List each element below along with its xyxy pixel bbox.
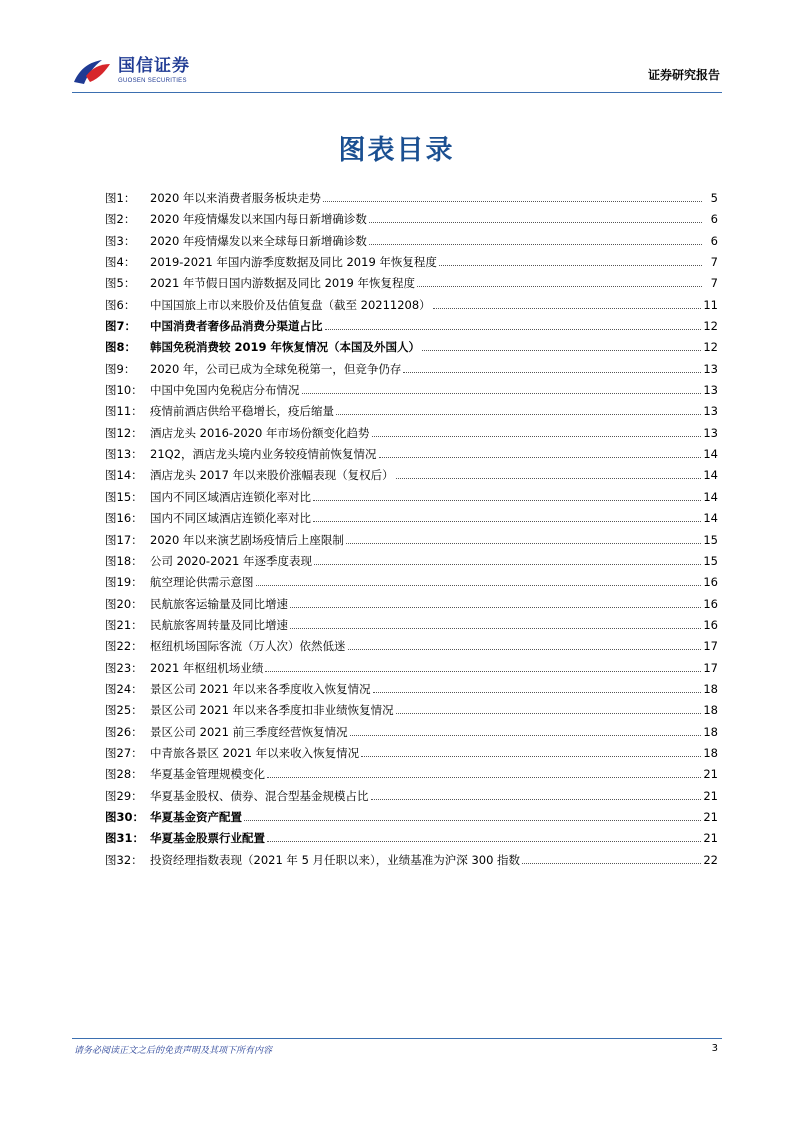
toc-entry[interactable] [105, 764, 718, 785]
page-footer [72, 1038, 722, 1059]
toc-dot-leader [396, 713, 702, 714]
toc-entry-label: 图3： [105, 233, 136, 248]
toc-dot-leader [369, 222, 702, 223]
toc-entry-label: 图27： [105, 745, 143, 760]
toc-entry-page: 21 [703, 831, 718, 846]
toc-entry-label: 图7： [105, 319, 137, 334]
page-title: 图表目录 [338, 135, 455, 166]
toc-entry-label: 图29： [105, 788, 143, 803]
toc-entry[interactable] [105, 380, 718, 401]
toc-entry-page: 11 [703, 297, 718, 312]
toc-entry-label: 图11： [105, 404, 143, 419]
toc-entry[interactable] [105, 401, 718, 422]
toc-entry-title: 2021 年节假日国内游数据及同比 2019 年恢复程度 [150, 276, 415, 291]
toc-entry-label: 图13： [105, 447, 143, 462]
toc-entry[interactable] [105, 444, 718, 465]
toc-entry-page: 15 [703, 553, 718, 568]
toc-entry-title: 中青旅各景区 2021 年以来收入恢复情况 [150, 745, 360, 760]
toc-entry-title: 投资经理指数表现（2021 年 5 月任职以来），业绩基准为沪深 300 指数 [150, 852, 521, 867]
toc-entry-label: 图26： [105, 724, 143, 739]
toc-entry-label: 图21： [105, 617, 143, 632]
toc-entry[interactable] [105, 337, 718, 358]
toc-dot-leader [350, 735, 702, 736]
toc-entry[interactable] [105, 743, 718, 764]
toc-dot-leader [290, 607, 701, 608]
toc-entry-label: 图23： [105, 660, 143, 675]
toc-entry[interactable] [105, 231, 718, 252]
toc-entry-page: 21 [703, 809, 718, 824]
toc-entry[interactable] [105, 508, 718, 529]
toc-entry-title: 枢纽机场国际客流（万人次）依然低迷 [150, 639, 346, 654]
toc-dot-leader [433, 308, 702, 309]
toc-entry-label: 图1： [105, 191, 136, 205]
toc-entry-label: 图10： [105, 383, 143, 398]
toc-entry-label: 图16： [105, 511, 143, 526]
toc-entry-page: 16 [703, 575, 718, 590]
logo-chinese-name: 国信证券 [118, 56, 190, 76]
toc-entry-page: 12 [703, 340, 718, 355]
toc-entry-page: 21 [703, 788, 718, 803]
toc-dot-leader [361, 756, 701, 757]
toc-dot-leader [290, 628, 701, 629]
toc-entry[interactable] [105, 252, 718, 273]
toc-entry-page: 18 [703, 745, 718, 760]
toc-entry-page: 22 [703, 852, 718, 867]
logo-english-name: GUOSEN SECURITIES [118, 78, 187, 84]
toc-entry-label: 图17： [105, 532, 143, 547]
toc-entry-page: 6 [710, 212, 718, 227]
toc-entry-title: 2020 年以来演艺剧场疫情后上座限制 [150, 532, 344, 547]
toc-dot-leader [422, 350, 701, 351]
toc-dot-leader [439, 265, 702, 266]
toc-entry-title: 21Q2，酒店龙头境内业务较疫情前恢复情况 [150, 447, 377, 462]
page-header [72, 52, 722, 93]
toc-entry[interactable] [105, 551, 718, 572]
toc-entry-label: 图19： [105, 575, 143, 590]
toc-entry-title: 2020 年以来消费者服务板块走势 [150, 191, 321, 205]
toc-dot-leader [379, 457, 702, 458]
toc-entry-page: 14 [703, 511, 718, 526]
toc-dot-leader [325, 329, 702, 330]
toc-entry[interactable] [105, 850, 718, 871]
toc-entry-label: 图24： [105, 681, 143, 696]
toc-entry-page: 13 [703, 383, 718, 398]
toc-entry-label: 图8： [105, 340, 137, 355]
toc-dot-leader [265, 671, 701, 672]
toc-entry[interactable] [105, 679, 718, 700]
toc-entry-label: 图2： [105, 212, 136, 227]
figure-table-of-contents [105, 188, 718, 871]
toc-dot-leader [244, 820, 701, 821]
toc-dot-leader [403, 372, 701, 373]
toc-entry-title: 2020 年疫情爆发以来国内每日新增确诊数 [150, 212, 367, 227]
toc-entry-page: 18 [703, 724, 718, 739]
toc-entry-page: 13 [703, 361, 718, 376]
toc-entry[interactable] [105, 700, 718, 721]
toc-entry[interactable] [105, 786, 718, 807]
toc-entry-page: 16 [703, 596, 718, 611]
toc-dot-leader [371, 799, 702, 800]
toc-entry-page: 14 [703, 447, 718, 462]
toc-entry[interactable] [105, 209, 718, 230]
toc-dot-leader [348, 649, 702, 650]
report-type-label: 证券研究报告 [647, 68, 720, 82]
toc-entry[interactable] [105, 188, 718, 209]
toc-entry-label: 图14： [105, 468, 143, 483]
toc-entry-label: 图6： [105, 297, 136, 312]
toc-entry-title: 2020 年疫情爆发以来全球每日新增确诊数 [150, 233, 367, 248]
guosen-logo [72, 52, 190, 90]
toc-entry-label: 图30： [105, 809, 145, 824]
toc-entry[interactable] [105, 594, 718, 615]
toc-entry[interactable] [105, 530, 718, 551]
toc-entry-label: 图5： [105, 276, 136, 291]
toc-entry-title: 华夏基金资产配置 [150, 809, 242, 824]
toc-entry[interactable] [105, 465, 718, 486]
toc-entry-title: 航空理论供需示意图 [150, 575, 254, 590]
toc-entry-title: 民航旅客运输量及同比增速 [150, 596, 288, 611]
toc-entry[interactable] [105, 722, 718, 743]
toc-entry-page: 7 [710, 276, 718, 291]
toc-entry[interactable] [105, 295, 718, 316]
toc-dot-leader [313, 500, 701, 501]
toc-entry-title: 华夏基金管理规模变化 [150, 767, 265, 782]
toc-dot-leader [256, 585, 702, 586]
disclaimer-note: 请务必阅读正文之后的免责声明及其项下所有内容 [74, 1046, 273, 1056]
toc-entry-page: 12 [703, 319, 718, 334]
toc-dot-leader [417, 286, 702, 287]
toc-entry-label: 图18： [105, 553, 143, 568]
toc-dot-leader [396, 478, 702, 479]
toc-entry-page: 15 [703, 532, 718, 547]
toc-entry-title: 中国国旅上市以来股价及估值复盘（截至 20211208） [150, 297, 431, 312]
toc-entry-title: 国内不同区域酒店连锁化率对比 [150, 511, 311, 526]
toc-entry-title: 2021 年枢纽机场业绩 [150, 660, 264, 675]
toc-dot-leader [336, 414, 701, 415]
toc-entry[interactable] [105, 359, 718, 380]
toc-entry-title: 韩国免税消费较 2019 年恢复情况（本国及外国人） [150, 340, 421, 355]
toc-entry[interactable] [105, 316, 718, 337]
toc-dot-leader [313, 521, 701, 522]
toc-entry-title: 华夏基金股票行业配置 [150, 831, 265, 846]
toc-entry-page: 16 [703, 617, 718, 632]
toc-entry-title: 国内不同区域酒店连锁化率对比 [150, 489, 311, 504]
toc-entry[interactable] [105, 658, 718, 679]
toc-entry-title: 景区公司 2021 年以来各季度收入恢复情况 [150, 681, 371, 696]
toc-entry-title: 景区公司 2021 年以来各季度扣非业绩恢复情况 [150, 703, 394, 718]
toc-entry-page: 6 [710, 233, 718, 248]
toc-entry-page: 7 [710, 255, 718, 270]
toc-dot-leader [267, 841, 701, 842]
toc-entry[interactable] [105, 487, 718, 508]
toc-entry[interactable] [105, 828, 718, 849]
toc-entry-page: 13 [703, 404, 718, 419]
toc-entry-title: 公司 2020-2021 年逐季度表现 [150, 553, 312, 568]
toc-entry[interactable] [105, 615, 718, 636]
toc-entry-label: 图9： [105, 361, 136, 376]
toc-dot-leader [302, 393, 702, 394]
toc-entry-title: 酒店龙头 2016-2020 年市场份额变化趋势 [150, 425, 370, 440]
toc-entry-title: 2019-2021 年国内游季度数据及同比 2019 年恢复程度 [150, 255, 437, 270]
toc-entry-page: 5 [710, 191, 718, 205]
toc-entry-title: 民航旅客周转量及同比增速 [150, 617, 288, 632]
toc-entry-label: 图28： [105, 767, 143, 782]
toc-dot-leader [522, 863, 701, 864]
toc-entry-page: 18 [703, 703, 718, 718]
toc-dot-leader [346, 543, 701, 544]
toc-dot-leader [373, 692, 702, 693]
toc-dot-leader [314, 564, 701, 565]
page-number: 3 [711, 1043, 718, 1054]
toc-entry-page: 14 [703, 489, 718, 504]
toc-entry-title: 中国中免国内免税店分布情况 [150, 383, 300, 398]
toc-entry-label: 图4： [105, 255, 136, 270]
toc-dot-leader [372, 436, 702, 437]
toc-entry-title: 酒店龙头 2017 年以来股价涨幅表现（复权后） [150, 468, 394, 483]
toc-entry-page: 18 [703, 681, 718, 696]
toc-entry[interactable] [105, 273, 718, 294]
toc-entry-label: 图20： [105, 596, 143, 611]
toc-entry-title: 2020 年，公司已成为全球免税第一，但竞争仍存 [150, 361, 402, 376]
toc-entry[interactable] [105, 636, 718, 657]
toc-entry[interactable] [105, 807, 718, 828]
toc-entry-page: 13 [703, 425, 718, 440]
toc-entry-title: 景区公司 2021 前三季度经营恢复情况 [150, 724, 348, 739]
toc-entry-title: 华夏基金股权、债券、混合型基金规模占比 [150, 788, 369, 803]
toc-entry-label: 图32： [105, 852, 143, 867]
toc-dot-leader [323, 201, 702, 202]
toc-dot-leader [267, 777, 701, 778]
toc-entry[interactable] [105, 572, 718, 593]
toc-entry-label: 图12： [105, 425, 143, 440]
toc-entry-label: 图15： [105, 489, 143, 504]
toc-entry-page: 21 [703, 767, 718, 782]
toc-dot-leader [369, 244, 702, 245]
toc-entry-label: 图22： [105, 639, 143, 654]
toc-entry-page: 17 [703, 639, 718, 654]
toc-entry-title: 疫情前酒店供给平稳增长，疫后缩量 [150, 404, 334, 419]
toc-entry-page: 17 [703, 660, 718, 675]
toc-entry-title: 中国消费者奢侈品消费分渠道占比 [150, 319, 323, 334]
toc-entry-label: 图25： [105, 703, 143, 718]
toc-entry-page: 14 [703, 468, 718, 483]
toc-entry-label: 图31： [105, 831, 145, 846]
toc-entry[interactable] [105, 423, 718, 444]
guosen-logo-mark-icon [72, 56, 112, 86]
